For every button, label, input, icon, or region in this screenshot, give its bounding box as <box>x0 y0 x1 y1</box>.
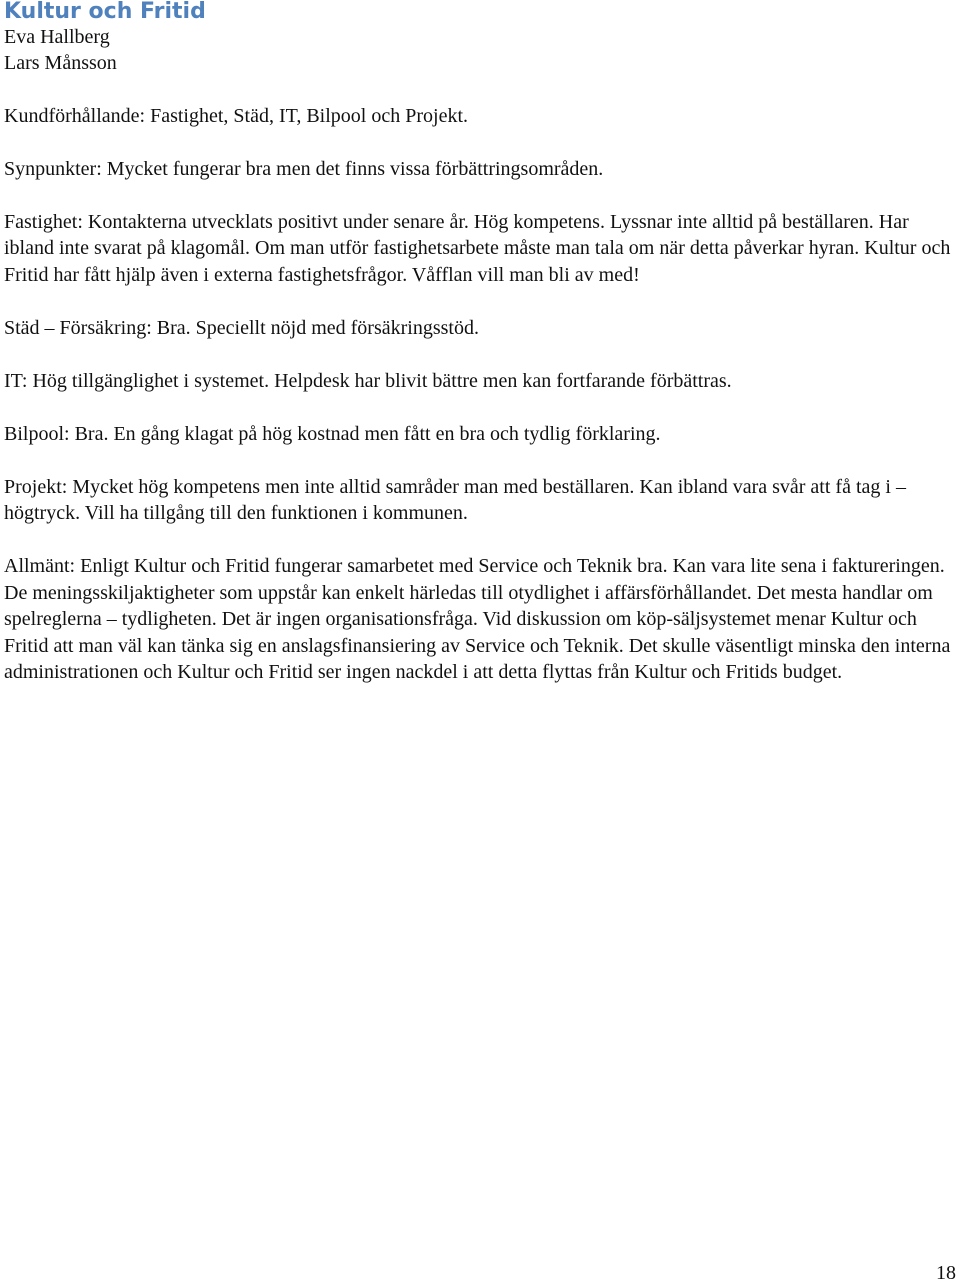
author-name: Lars Månsson <box>4 52 117 74</box>
paragraph-viewpoints: Synpunkter: Mycket fungerar bra men det finns vissa förbättringsområden. <box>4 157 604 180</box>
spacer <box>4 288 958 315</box>
page-number: 18 <box>936 1262 956 1284</box>
paragraph-projects: Projekt: Mycket hög kompetens men inte alltid samråder man med beställaren. Kan ibland vara svår att få tag i – högtryck. Vill ha tillgång till den funktionen i kommunen. <box>4 475 906 524</box>
paragraph-it: IT: Hög tillgänglighet i systemet. Helpdesk har blivit bättre men kan fortfarande förbättras. <box>4 369 732 392</box>
spacer <box>4 341 958 368</box>
paragraph-property: Fastighet: Kontakterna utvecklats positivt under senare år. Hög kompetens. Lyssnar inte alltid på beställaren. Har ibland inte svarat på klagomål. Om man utför fastighetsarbete måste man tala om när detta påverkar hyran. Kultur och Fritid har fått hjälp även i externa fastighetsfrågor. Våfflan vill man bli av med! <box>4 210 951 286</box>
spacer <box>4 394 958 421</box>
document-page <box>4 0 958 686</box>
spacer <box>4 447 958 474</box>
paragraph-cleaning-insurance: Städ – Försäkring: Bra. Speciellt nöjd med försäkringsstöd. <box>4 316 479 339</box>
paragraph-car-pool: Bilpool: Bra. En gång klagat på hög kostnad men fått en bra och tydlig förklaring. <box>4 422 661 445</box>
spacer <box>4 182 958 209</box>
spacer <box>4 129 958 156</box>
paragraph-general: Allmänt: Enligt Kultur och Fritid fungerar samarbetet med Service och Teknik bra. Kan vara lite sena i faktureringen. De meningsskiljaktigheter som uppstår kan enkelt härledas till otydlighet i affärsförhållandet. Det mesta handlar om spelreglerna – tydligheten. Det är ingen organisationsfråga. Vid diskussion om köp-säljsystemet menar Kultur och Fritid att man väl kan tänka sig en anslagsfinansiering av Service och Teknik. Det skulle väsentligt minska den interna administrationen och Kultur och Fritid ser ingen nackdel i att detta flyttas från Kultur och Fritids budget. <box>4 555 951 683</box>
spacer <box>4 527 958 554</box>
author-name: Eva Hallberg <box>4 26 110 48</box>
section-heading: Kultur och Fritid <box>4 0 206 24</box>
paragraph-customer-relationship: Kundförhållande: Fastighet, Städ, IT, Bilpool och Projekt. <box>4 104 469 127</box>
spacer <box>4 76 958 103</box>
